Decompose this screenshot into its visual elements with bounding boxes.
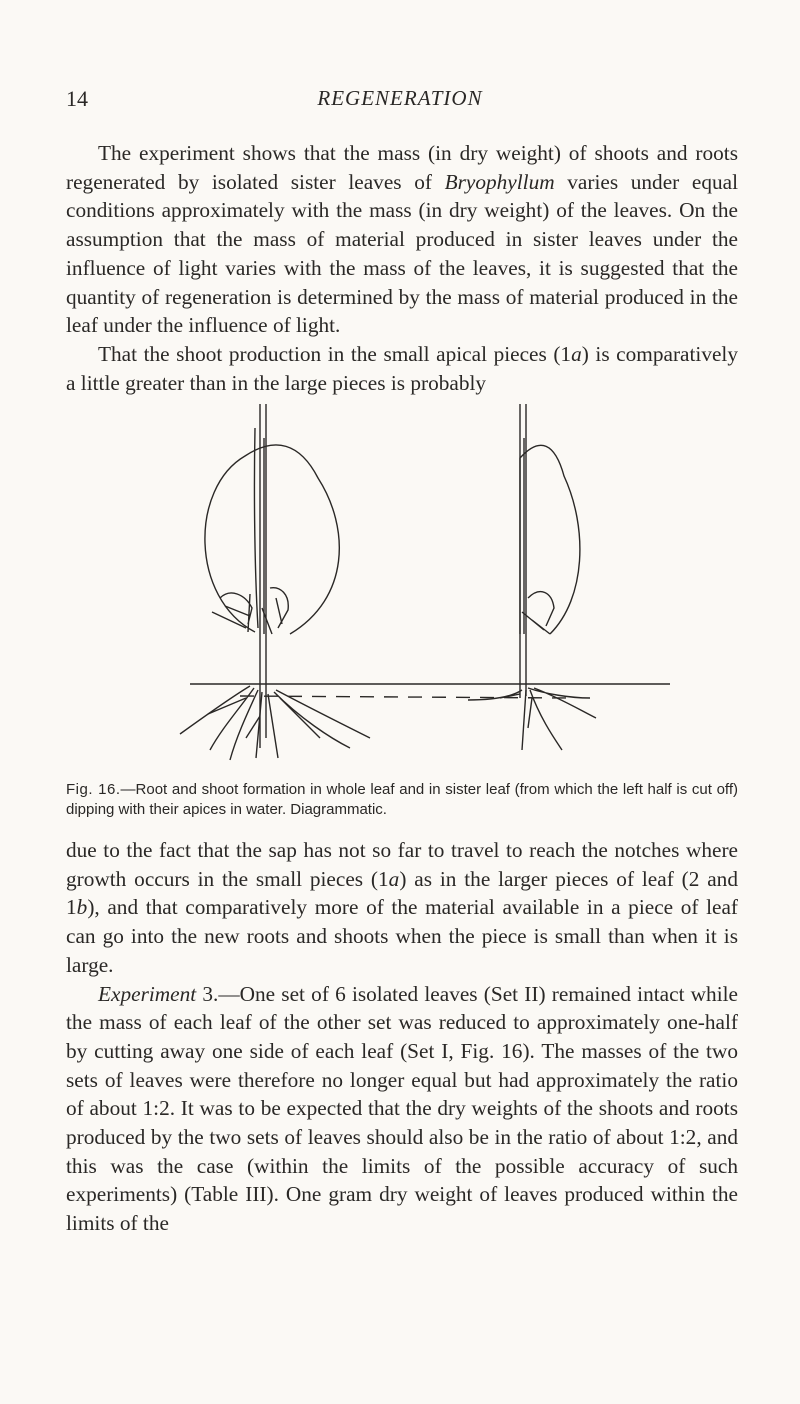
paragraph: Experiment 3.—One set of 6 isolated leaves (Set II) remained intact while the mass of each leaf of the other set was reduced to approximately one-half by cutting away one side of each leaf (Set I, Fig. 16). The masses of the two sets of leaves were therefore no longer equal but had approximately the ratio of about 1:2. It was to be expected that the dry weights of the shoots and roots produced by the two sets of leaves should also be in the ratio of about 1:2, and this was the case (within the limits of the possible accuracy of such experiments) (Table III). One gram dry weight of leaves produced within the limits of the: [66, 981, 738, 1236]
left-leaf-shoots: [212, 588, 288, 634]
left-leaf-outline: [205, 445, 339, 634]
figure-caption: Fig. 16.—Root and shoot formation in whole leaf and in sister leaf (from which the left half is cut off) dipping with their apices in water. Diagrammatic.: [66, 781, 738, 818]
right-leaf-outline: [520, 445, 580, 634]
right-leaf-shoots: [522, 592, 554, 634]
body-text-top: [66, 139, 738, 397]
paragraph: The experiment shows that the mass (in dry weight) of shoots and roots regenerated by isolated sister leaves of Bryophyllum varies under equal conditions approximately with the mass (in dry weight) of the leaves. On the assumption that the mass of material produced in sister leaves under the influence of light varies with the mass of the leaves, it is suggested that the quantity of regeneration is determined by the mass of material produced in the leaf under the influence of light.: [66, 141, 739, 338]
figure-label: Fig. 16.: [66, 781, 121, 798]
figure-16-diagram: [150, 398, 670, 772]
running-head: REGENERATION: [317, 86, 483, 110]
page-number: 14: [66, 86, 88, 111]
paragraph: That the shoot production in the small apical pieces (1a) is comparatively a little greater than in the large pieces is probably: [66, 341, 738, 395]
species-name: Bryophyllum: [444, 169, 555, 194]
experiment-label: Experiment: [98, 981, 197, 1006]
page-header: [66, 86, 734, 116]
right-leaf-stem: [520, 404, 526, 698]
body-text-bottom: [66, 836, 738, 1238]
paragraph: due to the fact that the sap has not so far to travel to reach the notches where growth occurs in the small pieces (1a) as in the larger pieces of leaf (2 and 1b), and that comparatively more of the material available in a piece of leaf can go into the new roots and shoots when the piece is small than when it is large.: [66, 838, 738, 977]
